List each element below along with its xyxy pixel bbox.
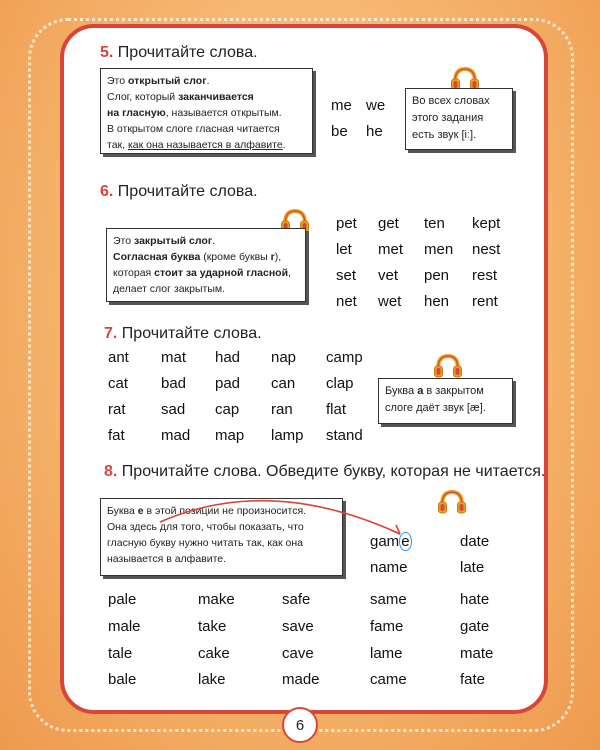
rule-silent-e: Буква e в этой позиции не произносится. Она здесь для того, чтобы показать, что гласную букву нужно читать так, как она называется в алфавите. [100,498,343,576]
word: pen [424,267,450,284]
word: lake [198,671,226,688]
word: stand [326,427,363,444]
word: clap [326,375,354,392]
word: mad [161,427,191,444]
word: lamp [271,427,304,444]
word: camp [326,349,363,366]
word: date [460,533,490,550]
word: pale [108,591,137,608]
word: gate [460,618,490,635]
note-short-a-sound: Буква a в закрытом слоге даёт звук [æ]. [378,378,513,424]
headphones-icon [437,489,467,515]
word: let [336,241,352,258]
word: me [331,97,352,114]
word: hate [460,591,490,608]
word: name [370,559,408,576]
word: same [370,591,407,608]
word: bad [161,375,187,392]
word: tale [108,645,133,662]
word: hen [424,293,450,310]
rule-closed-syllable: Это закрытый слог. Согласная буква (кроме буквы r), которая стоит за ударной гласной, делает слог закрытым. [106,228,306,302]
circled-letter: e [401,533,410,550]
page-number: 6 [282,707,318,743]
word: ant [108,349,129,366]
exercise-8-heading: 8. Прочитайте слова. Обведите букву, которая не читается. [104,463,546,480]
word: mate [460,645,494,662]
example-word: gam e [370,533,410,550]
word: ten [424,215,445,232]
word: made [282,671,320,688]
word: safe [282,591,311,608]
exercise-7-heading: 7. Прочитайте слова. [104,325,262,342]
exercise-5-heading: 5. Прочитайте слова. [100,44,258,61]
word: rest [472,267,498,284]
word: flat [326,401,347,418]
exercise-6-heading: 6. Прочитайте слова. [100,183,258,200]
rule-open-syllable: Это открытый слог. Слог, который заканчивается на гласную, называется открытым. В открытом слоге гласная читается так, как она называется в алфавите. [100,68,313,154]
word: pad [215,375,241,392]
word: fat [108,427,125,444]
word: be [331,123,348,140]
word: bale [108,671,137,688]
word: male [108,618,141,635]
word: vet [378,267,399,284]
word: get [378,215,399,232]
word: met [378,241,404,258]
word: rent [472,293,498,310]
word: fame [370,618,404,635]
word: came [370,671,407,688]
word: set [336,267,357,284]
word: mat [161,349,187,366]
word: cave [282,645,314,662]
word: wet [378,293,402,310]
word: nap [271,349,297,366]
word: map [215,427,245,444]
word: rat [108,401,126,418]
word: pet [336,215,357,232]
word: had [215,349,241,366]
word: he [366,123,383,140]
word: ran [271,401,293,418]
word: cap [215,401,240,418]
word: nest [472,241,501,258]
word: kept [472,215,501,232]
word: lame [370,645,403,662]
word: take [198,618,227,635]
word: we [366,97,386,114]
word: save [282,618,314,635]
word: sad [161,401,186,418]
headphones-icon [433,353,463,379]
word: make [198,591,235,608]
word: net [336,293,357,310]
word: cake [198,645,230,662]
word: cat [108,375,129,392]
word: men [424,241,454,258]
word: can [271,375,296,392]
word: fate [460,671,486,688]
note-long-e-sound: Во всех словах этого задания есть звук [iː]. [405,88,513,150]
word: late [460,559,485,576]
